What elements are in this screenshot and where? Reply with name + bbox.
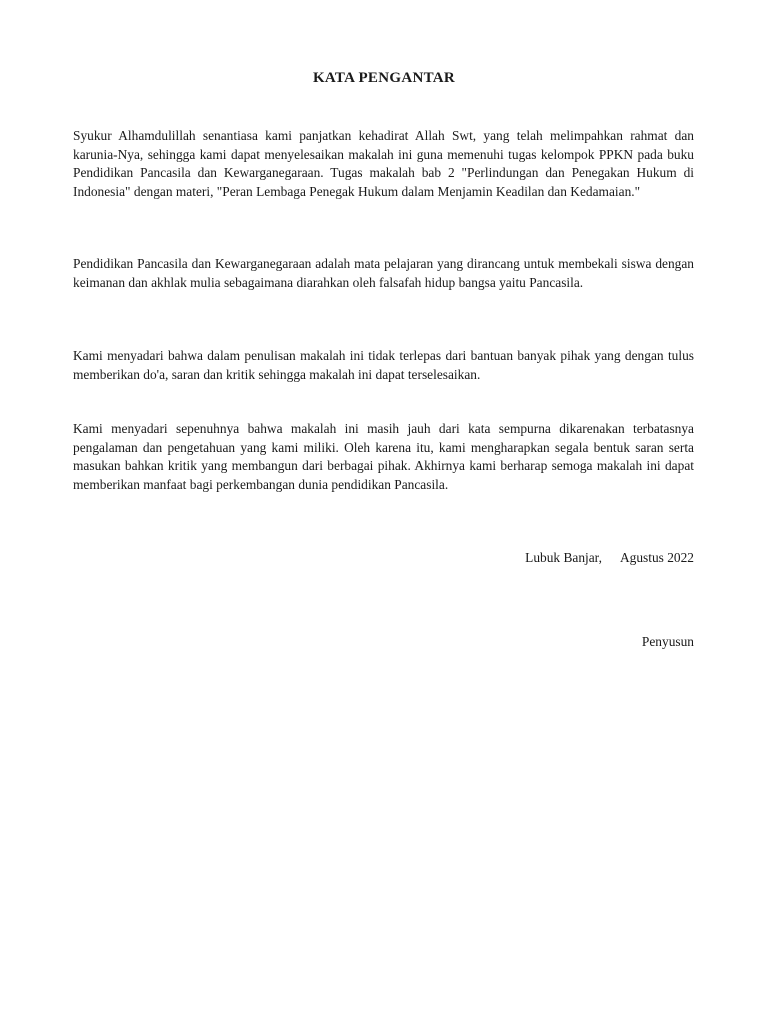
paragraph-1: Syukur Alhamdulillah senantiasa kami panjatkan kehadirat Allah Swt, yang telah melimpahkan rahmat dan karunia-Nya, sehingga kami dapat menyelesaikan makalah ini guna memenuhi tugas kelompok PPKN pada buku Pendidikan Pancasila dan Kewarganegaraan. Tugas makalah bab 2 "Perlindungan dan Penegakan Hukum di Indonesia" dengan materi, "Peran Lembaga Penegak Hukum dalam Menjamin Keadilan dan Kedamaian." bbox=[73, 128, 694, 199]
paragraph-3: Kami menyadari bahwa dalam penulisan makalah ini tidak terlepas dari bantuan banyak pihak yang dengan tulus memberikan do'a, saran dan kritik sehingga makalah ini dapat terselesaikan. bbox=[73, 348, 694, 382]
page-title: KATA PENGANTAR bbox=[312, 70, 456, 86]
date-text: Agustus 2022 bbox=[619, 550, 694, 565]
signer-name: Penyusun bbox=[641, 634, 694, 649]
paragraph-4: Kami menyadari sepenuhnya bahwa makalah ini masih jauh dari kata sempurna dikarenakan terbatasnya pengalaman dan pengetahuan yang kami miliki. Oleh karena itu, kami mengharapkan segala bentuk saran serta masukan bahkan kritik yang membangun dari berbagai pihak. Akhirnya kami berharap semoga makalah ini dapat memberikan manfaat bagi perkembangan dunia pendidikan Pancasila. bbox=[73, 421, 694, 492]
place-date-line bbox=[525, 549, 694, 567]
paragraph-2: Pendidikan Pancasila dan Kewarganegaraan adalah mata pelajaran yang dirancang untuk membekali siswa dengan keimanan dan akhlak mulia sebagaimana diarahkan oleh falsafah hidup bangsa yaitu Pancasila. bbox=[73, 256, 694, 290]
place-text: Lubuk Banjar, bbox=[525, 550, 602, 565]
